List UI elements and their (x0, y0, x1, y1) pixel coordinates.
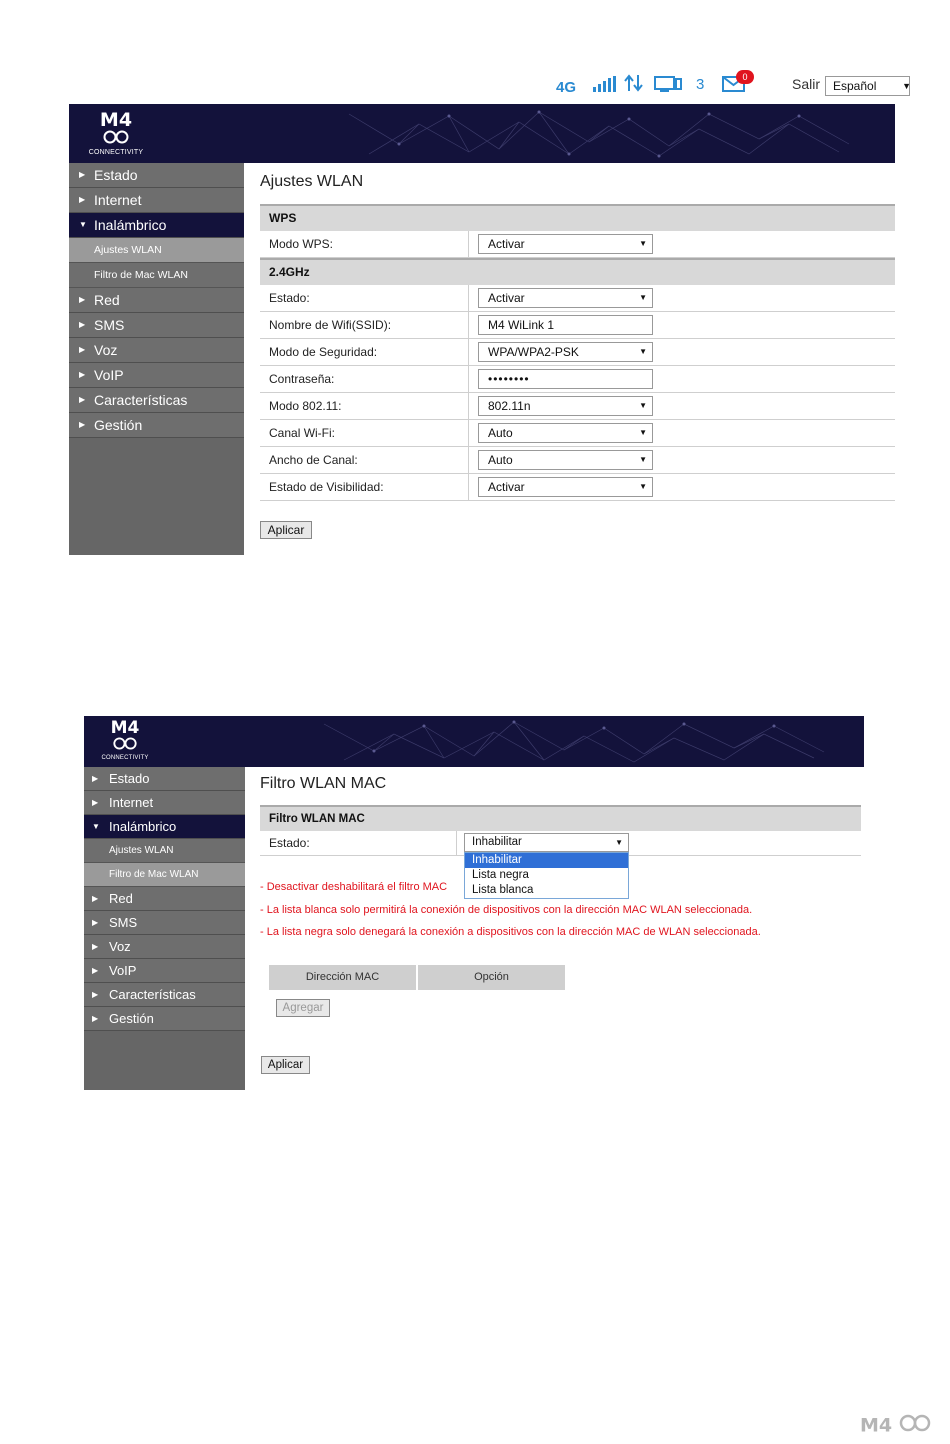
nav-gestion[interactable] (84, 1007, 245, 1031)
row-ssid (260, 312, 895, 339)
divider (468, 231, 469, 258)
nav-label: Inalámbrico (94, 217, 167, 233)
nav-label: Características (94, 392, 188, 408)
page-title: Filtro WLAN MAC (260, 775, 387, 792)
chevron-down-icon: ▼ (639, 347, 647, 356)
nav-sms[interactable] (69, 313, 244, 338)
caret-right-icon: ▶ (79, 345, 86, 354)
chevron-down-icon: ▼ (639, 401, 647, 410)
select-value: WPA/WPA2-PSK (488, 345, 579, 359)
header-banner (84, 716, 864, 767)
row-channel (260, 420, 895, 447)
caret-right-icon: ▶ (79, 395, 86, 404)
caret-right-icon: ▶ (92, 798, 99, 807)
network-pattern-icon (84, 716, 864, 767)
wlan-settings-panel (69, 104, 895, 555)
field-label: Estado: (269, 291, 310, 305)
select-value: Auto (488, 453, 513, 467)
network-type-label: 4G (556, 79, 577, 96)
section-header-band: 2.4GHz (260, 258, 895, 285)
divider (468, 285, 469, 312)
link-logo-icon (87, 130, 145, 149)
nav-label: Estado (94, 167, 138, 183)
apply-button[interactable]: Aplicar (260, 521, 312, 539)
nav-label: Voz (94, 342, 118, 358)
caret-right-icon: ▶ (79, 295, 86, 304)
chevron-down-icon: ▼ (639, 428, 647, 437)
select-value: Inhabilitar (472, 836, 522, 848)
estado-select[interactable] (478, 288, 653, 308)
caret-right-icon: ▶ (79, 195, 86, 204)
brand-logo (87, 110, 145, 156)
bandwidth-select[interactable] (478, 450, 653, 470)
chevron-down-icon: ▼ (639, 455, 647, 464)
caret-right-icon: ▶ (79, 370, 86, 379)
select-value: Auto (488, 426, 513, 440)
nav-label: Inalámbrico (109, 819, 177, 834)
caret-down-icon: ▼ (92, 822, 100, 831)
ssid-input[interactable]: M4 WiLink 1 (478, 315, 653, 335)
nav-sub-ajustes-wlan[interactable]: Ajustes WLAN (84, 839, 245, 863)
chevron-down-icon: ▼ (639, 482, 647, 491)
nav-label: Características (109, 987, 196, 1002)
nav-label: SMS (94, 317, 125, 333)
nav-estado[interactable] (84, 767, 245, 791)
nav-red[interactable] (84, 887, 245, 911)
nav-voz[interactable] (84, 935, 245, 959)
80211-mode-select[interactable] (478, 396, 653, 416)
nav-sub-ajustes-wlan[interactable]: Ajustes WLAN (69, 238, 244, 263)
caret-right-icon: ▶ (79, 420, 86, 429)
mac-filter-estado-select[interactable] (464, 833, 629, 852)
divider (468, 447, 469, 474)
caret-down-icon: ▼ (79, 220, 87, 229)
nav-sms[interactable] (84, 911, 245, 935)
add-button[interactable]: Agregar (276, 999, 330, 1017)
nav-label: Gestión (109, 1011, 154, 1026)
channel-select[interactable] (478, 423, 653, 443)
divider (468, 312, 469, 339)
nav-voz[interactable] (69, 338, 244, 363)
page-title: Ajustes WLAN (260, 173, 364, 190)
caret-right-icon: ▶ (79, 320, 86, 329)
nav-inalambrico[interactable] (84, 815, 245, 839)
status-bar (550, 70, 950, 102)
row-estado (260, 285, 895, 312)
nav-label: Estado (109, 771, 150, 786)
info-note: - La lista negra solo denegará la conexión a dispositivos con la dirección MAC de WLAN seleccionada. (260, 926, 761, 938)
footer-brand-logo (860, 1414, 933, 1437)
select-value: 802.11n (488, 399, 531, 413)
nav-label: Red (109, 891, 133, 906)
connected-devices-icon[interactable] (654, 75, 682, 96)
logo-tagline: CONNECTIVITY (88, 149, 144, 156)
caret-right-icon: ▶ (92, 774, 99, 783)
divider (468, 393, 469, 420)
nav-gestion[interactable] (69, 413, 244, 438)
nav-internet[interactable] (69, 188, 244, 213)
field-label: Contraseña: (269, 372, 335, 386)
visibility-select[interactable] (478, 477, 653, 497)
caret-right-icon: ▶ (92, 918, 99, 927)
column-header-option: Opción (418, 965, 567, 990)
row-password (260, 366, 895, 393)
chevron-down-icon: ▼ (639, 239, 647, 248)
nav-caracteristicas[interactable] (69, 388, 244, 413)
security-mode-select[interactable] (478, 342, 653, 362)
logo-text: M4 (110, 718, 140, 738)
nav-label: Gestión (94, 417, 143, 433)
row-wps-mode (260, 231, 895, 258)
divider (468, 474, 469, 501)
language-select[interactable] (825, 76, 910, 96)
field-label: Modo WPS: (269, 237, 334, 251)
nav-label: VoIP (109, 963, 137, 978)
apply-button[interactable]: Aplicar (261, 1056, 310, 1074)
nav-label: Internet (109, 795, 154, 810)
section-header-wps: WPS (260, 204, 895, 231)
row-bandwidth (260, 447, 895, 474)
row-80211-mode (260, 393, 895, 420)
chevron-down-icon: ▼ (615, 838, 623, 847)
nav-voip[interactable] (84, 959, 245, 983)
main-content (245, 767, 864, 1090)
dropdown-option[interactable]: Lista negra (472, 869, 529, 881)
nav-label: Voz (109, 939, 131, 954)
logo-tagline: CONNECTIVITY (101, 755, 149, 761)
chevron-down-icon: ▼ (902, 81, 911, 91)
select-value: Activar (488, 237, 525, 251)
logout-link[interactable]: Salir (792, 76, 821, 92)
nav-red[interactable] (69, 288, 244, 313)
estado-dropdown-menu[interactable] (464, 852, 629, 899)
caret-right-icon: ▶ (92, 894, 99, 903)
divider (468, 366, 469, 393)
nav-label: SMS (109, 915, 138, 930)
wps-mode-select[interactable] (478, 234, 653, 254)
field-label: Modo de Seguridad: (269, 345, 378, 359)
nav-voip[interactable] (69, 363, 244, 388)
signal-bars-icon (592, 76, 616, 95)
link-logo-icon (897, 1419, 933, 1436)
header-banner (69, 104, 895, 163)
nav-inalambrico[interactable] (69, 213, 244, 238)
mail-badge: 0 (736, 70, 754, 84)
nav-estado[interactable] (69, 163, 244, 188)
caret-right-icon: ▶ (79, 170, 86, 179)
dropdown-option[interactable]: Lista blanca (472, 884, 534, 896)
network-pattern-icon (69, 104, 895, 163)
field-label: Estado: (269, 836, 310, 850)
logo-text: M4 (99, 109, 133, 131)
caret-right-icon: ▶ (92, 966, 99, 975)
mac-filter-panel (84, 716, 864, 1090)
field-label: Nombre de Wifi(SSID): (269, 318, 392, 332)
divider (468, 420, 469, 447)
info-note: - La lista blanca solo permitirá la conexión de dispositivos con la dirección MAC WLAN seleccionada. (260, 904, 753, 916)
nav-internet[interactable] (84, 791, 245, 815)
field-label: Estado de Visibilidad: (269, 480, 384, 494)
device-count: 3 (696, 76, 705, 93)
field-label: Modo 802.11: (269, 399, 342, 413)
nav-sub-filtro-mac[interactable]: Filtro de Mac WLAN (69, 263, 244, 288)
up-down-arrows-icon (624, 74, 644, 95)
nav-label: Red (94, 292, 120, 308)
select-value: Activar (488, 291, 525, 305)
nav-caracteristicas[interactable] (84, 983, 245, 1007)
nav-sub-filtro-mac[interactable]: Filtro de Mac WLAN (84, 863, 245, 887)
info-note: - Desactivar deshabilitará el filtro MAC (260, 881, 448, 893)
field-label: Ancho de Canal: (269, 453, 358, 467)
select-value: Activar (488, 480, 525, 494)
nav-label: VoIP (94, 367, 124, 383)
divider (456, 831, 457, 856)
link-logo-icon (98, 737, 152, 755)
sidebar (84, 767, 245, 1090)
mac-table-header (269, 965, 567, 990)
brand-logo (98, 719, 152, 761)
sidebar (69, 163, 244, 555)
dropdown-option[interactable]: Inhabilitar (465, 853, 628, 868)
column-header-mac: Dirección MAC (269, 965, 418, 990)
caret-right-icon: ▶ (92, 1014, 99, 1023)
section-header-mac-filter: Filtro WLAN MAC (260, 805, 861, 831)
language-value: Español (833, 79, 877, 93)
password-input[interactable]: •••••••• (478, 369, 653, 389)
field-label: Canal Wi-Fi: (269, 426, 336, 440)
row-visibility (260, 474, 895, 501)
divider (468, 339, 469, 366)
caret-right-icon: ▶ (92, 942, 99, 951)
chevron-down-icon: ▼ (639, 293, 647, 302)
caret-right-icon: ▶ (92, 990, 99, 999)
nav-label: Internet (94, 192, 142, 208)
row-security (260, 339, 895, 366)
footer-logo-text: M4 (860, 1414, 893, 1437)
main-content (244, 163, 895, 555)
